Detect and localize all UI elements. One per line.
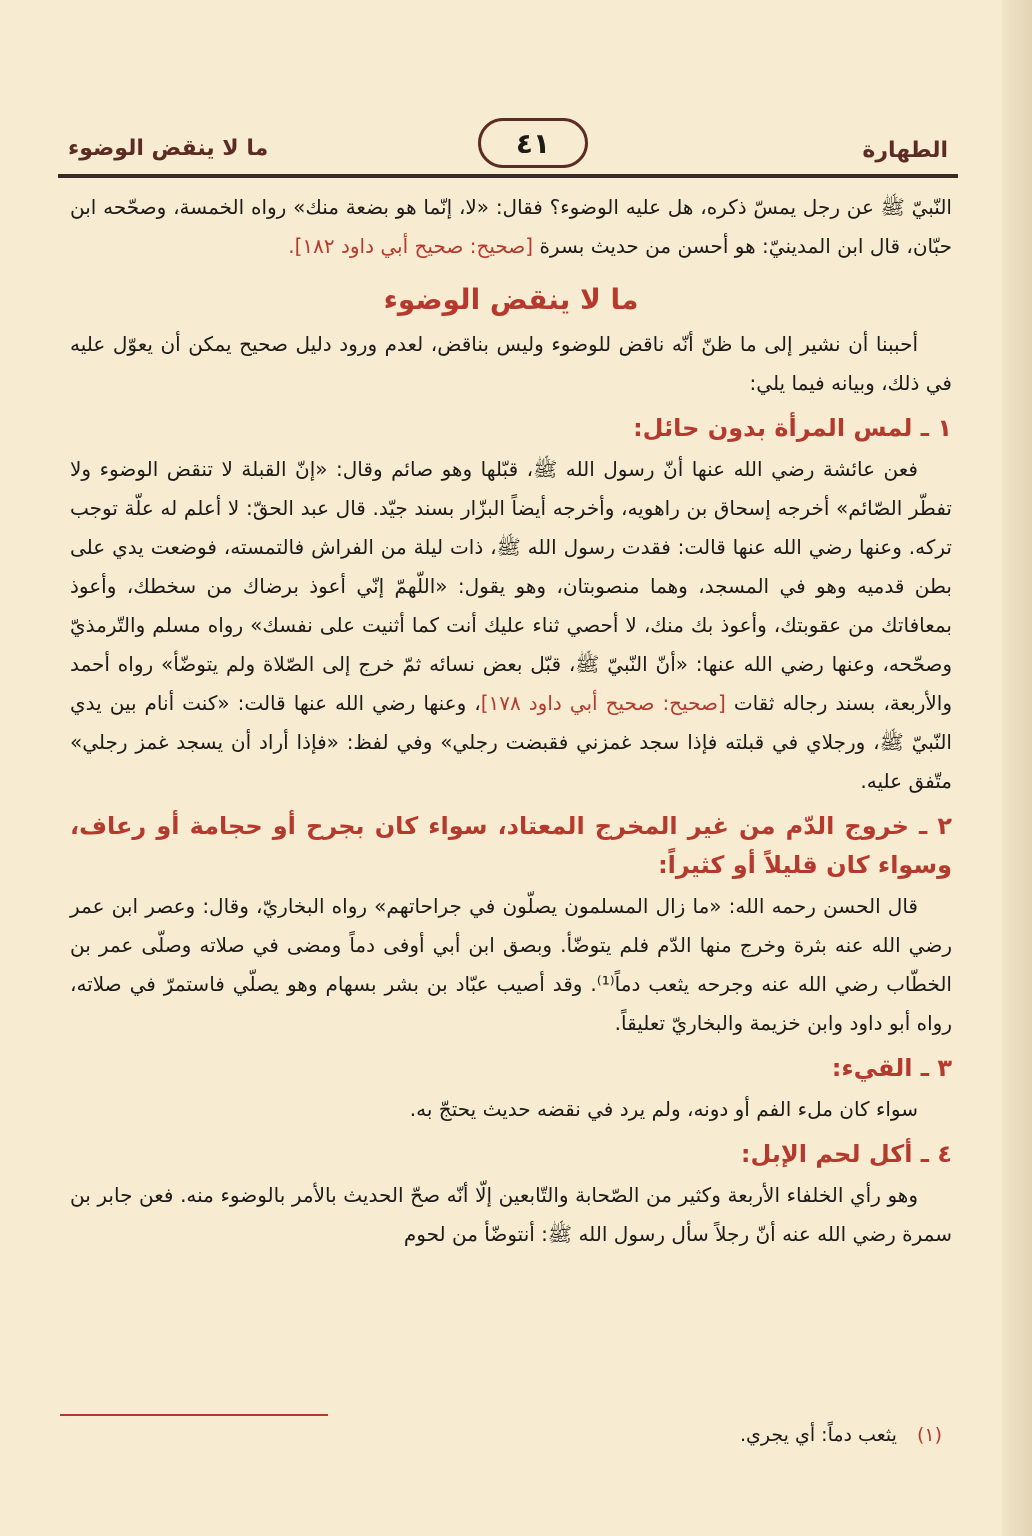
section-heading-1: ١ ـ لمس المرأة بدون حائل: bbox=[633, 414, 952, 442]
main-text bbox=[70, 188, 952, 1254]
footnote-rule bbox=[60, 1414, 328, 1416]
page-gutter bbox=[1002, 0, 1032, 1536]
chapter-title: الطهارة bbox=[862, 138, 948, 163]
footnote-text: يثعب دماً: أي يجري. bbox=[740, 1424, 897, 1446]
section-heading-2: ٢ ـ خروج الدّم من غير المخرج المعتاد، سواء كان بجرح أو حجامة أو رعاف، وسواء كان قليلاً أو كثيراً: bbox=[70, 812, 952, 879]
footnote-number: (١) bbox=[916, 1424, 942, 1446]
section-2-text: قال الحسن رحمه الله: «ما زال المسلمون يصلّون في جراحاتهم» رواه البخاريّ، وقال: وعصر ابن عمر رضي الله عنه بثرة وخرج منها الدّم فلم يتوضّأ. وبصق ابن أبي أوفى دماً ومضى في صلاته وصلّى عمر بن الخطّاب رضي الله عنه وجرحه يثعب دماً⁽¹⁾. وقد أصيب عبّاد بن بشر بسهام وهو يصلّي فاستمرّ في صلاته، رواه أبو داود وابن خزيمة والبخاريّ تعليقاً. bbox=[70, 894, 952, 1035]
paragraph-continuation: النّبيّ ﷺ عن رجل يمسّ ذكره، هل عليه الوضوء؟ فقال: «لا، إنّما هو بضعة منك» رواه الخمسة، وصحّحه ابن حبّان، قال ابن المدينيّ: هو أحسن من حديث بسرة [صحيح: صحيح أبي داود ١٨٢]. bbox=[70, 195, 952, 258]
hadith-grade: [صحيح: صحيح أبي داود ١٨٢]. bbox=[288, 234, 534, 258]
section-heading-3: ٣ ـ القيء: bbox=[831, 1054, 952, 1082]
page-number: ٤١ bbox=[478, 118, 588, 168]
header-rule bbox=[58, 174, 958, 178]
section-heading-4: ٤ ـ أكل لحم الإبل: bbox=[740, 1140, 952, 1168]
section-title: ما لا ينقض الوضوء bbox=[68, 136, 269, 161]
hadith-grade: [صحيح: صحيح أبي داود ١٧٨] bbox=[480, 691, 726, 715]
section-4-text: وهو رأي الخلفاء الأربعة وكثير من الصّحابة والتّابعين إلّا أنّه صحّ الحديث بالأمر بالوضوء منه. فعن جابر بن سمرة رضي الله عنه أنّ رجلاً سأل رسول الله ﷺ: أنتوضّأ من لحوم bbox=[70, 1183, 952, 1246]
section-1-text: فعن عائشة رضي الله عنها أنّ رسول الله ﷺ، قبّلها وهو صائم وقال: «إنّ القبلة لا تنقض الوضوء ولا تفطّر الصّائم» أخرجه إسحاق بن راهويه، وأخرجه أيضاً البزّار بسند جيّد. قال عبد الحقّ: لا أعلم له علّة توجب تركه. وعنها رضي الله عنها قالت: فقدت رسول الله ﷺ، ذات ليلة من الفراش فالتمسته، فوضعت يدي على بطن قدميه وهو في المسجد، وهما منصوبتان، وهو يقول: «اللّهمّ إنّي أعوذ برضاك من سخطك، وأعوذ بمعافاتك من عقوبتك، وأعوذ بك منك، لا أحصي ثناء عليك أنت كما أثنيت على نفسك» رواه مسلم والتّرمذيّ وصحّحه، وعنها رضي الله عنها: «أنّ النّبيّ ﷺ، قبّل بعض نسائه ثمّ خرج إلى الصّلاة ولم يتوضّأ» رواه أحمد والأربعة، بسند رجاله ثقات [صحيح: صحيح أبي داود ١٧٨]، وعنها رضي الله عنها قالت: «كنت أنام بين يدي النّبيّ ﷺ، ورجلاي في قبلته فإذا سجد غمزني فقبضت رجلي» وفي لفظ: «فإذا أراد أن يسجد غمز رجلي» متّفق عليه. bbox=[70, 457, 953, 793]
intro-paragraph: أحببنا أن نشير إلى ما ظنّ أنّه ناقض للوضوء وليس بناقض، لعدم ورود دليل صحيح يمكن أن يعوّل عليه في ذلك، وبيانه فيما يلي: bbox=[70, 332, 952, 395]
section-3-text: سواء كان ملء الفم أو دونه، ولم يرد في نقضه حديث يحتجّ به. bbox=[409, 1097, 918, 1121]
chapter-heading: ما لا ينقض الوضوء bbox=[383, 283, 639, 316]
footnote bbox=[740, 1424, 942, 1446]
page-header bbox=[58, 118, 958, 170]
